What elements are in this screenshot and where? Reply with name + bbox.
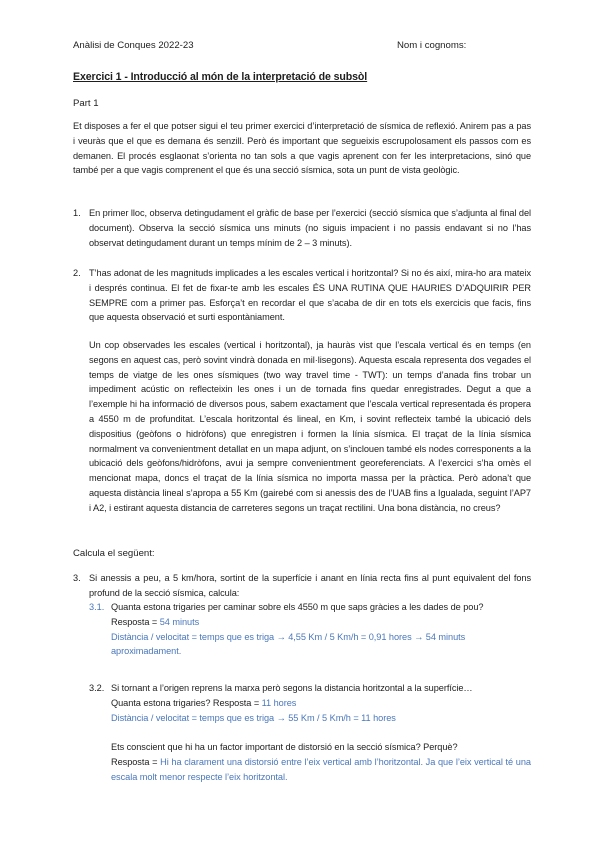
working-3-1: Distància / velocitat = temps que es triga → 4,55 Km / 5 Km/h = 0,91 hores → 54 minuts aproximadament.	[111, 631, 466, 657]
list-item-3	[73, 571, 531, 601]
part-title: Part 1	[73, 98, 99, 109]
answer-label: Resposta =	[111, 756, 158, 767]
answer-value: 54 minuts	[159, 616, 200, 627]
list-number: 2.	[73, 268, 81, 278]
list-item-1	[73, 206, 531, 250]
answer-value: 11 hores	[261, 697, 297, 708]
calc-intro: Calcula el següent:	[73, 548, 155, 559]
answer-line-3-2	[111, 696, 531, 711]
answer-value: Hi ha clarament una distorsió entre l’eix vertical amb l’horitzontal. Ja que l’eix vertical té una escala molt menor respecte l’eix horitzontal.	[111, 756, 531, 782]
answer-label: Resposta =	[111, 616, 158, 627]
question-3-1: Quanta estona trigaries per caminar sobre els 4550 m que saps gràcies a les dades de pou?	[111, 602, 484, 612]
exercise-title: Exercici 1 - Introducció al món de la interpretació de subsòl	[73, 71, 368, 83]
list-item-text: T’has adonat de les magnituds implicades a les escales vertical i horitzontal? Si no és així, mira-ho ara mateix i després continua. El fet de fixar-te amb les escales ÉS UNA RUTINA QUE HAURIES D’ADQUIRIR PER SEMPRE com a primer pas. Esforça’t en recordar el que s’acaba de dir en tots els exercicis que facis, fins que aquesta observació et surti espontàniament.	[89, 268, 531, 323]
list-item-text: Si anessis a peu, a 5 km/hora, sortint de la superfície i anant en línia recta fins al punt equivalent del fons profund de la secció sísmica, calcula:	[89, 573, 531, 598]
answer-3-2-c	[111, 755, 531, 785]
sub-number: 3.1.	[89, 602, 105, 612]
header-course: Anàlisi de Conques 2022-23	[73, 40, 194, 51]
working-3-2: Distància / velocitat = temps que es triga → 55 Km / 5 Km/h = 11 hores	[111, 712, 396, 723]
sub-number: 3.2.	[89, 683, 105, 693]
answer-line-3-1	[111, 615, 531, 630]
list-item-text: En primer lloc, observa detingudament el gràfic de base per l’exercici (secció sísmica que s’adjunta al final del document). Observa la secció sísmica uns minuts (no siguis impacient i no passis endavant si no l’has observat detingudament durant un temps mínim de 2 – 3 minuts).	[89, 208, 531, 248]
question-3-2: Si tornant a l’origen reprens la marxa però segons la distancia horitzontal a la superfície…	[111, 683, 473, 693]
list-item-2-continuation	[73, 338, 531, 516]
sub-item-3-2	[89, 681, 531, 785]
list-number: 3.	[73, 573, 81, 583]
header-name-field: Nom i cognoms:	[397, 40, 467, 51]
question-3-2-c: Ets conscient que hi ha un factor important de distorsió en la secció sísmica? Perquè?	[111, 742, 458, 753]
intro-paragraph: Et disposes a fer el que potser sigui el teu primer exercici d’interpretació de sísmica de reflexió. Anirem pas a pas i veuràs que el que es demana és senzill. Però és important que segueixis escrupolosament els passos com es demanen. El procés esglaonat s’orienta no tan sols a que vagis aprenent con fer les interpretacions, sinó que també per a que vagis comprenent el que és una secció sísmica, sota un punt de vista geològic.	[73, 121, 531, 176]
list-item-2	[73, 266, 531, 325]
question-3-2-b: Quanta estona trigaries? Resposta =	[111, 697, 260, 708]
continuation-paragraph: Un cop observades les escales (vertical i horitzontal), ja hauràs vist que l’escala vertical és en temps (en segons en aquest cas, però sovint vindrà donada en mil·lisegons). Aquesta escala representa dos vegades el temps de viatge de les ones sísmiques (two way travel time - TWT): un temps d’anada fins trobar un impediment acústic on reflecteixin les ones i un de tornada fins quedar enregistrades. Degut a que a l’exemple hi ha informació de diversos pous, sabem exactament que l’escala vertical representada és propera a 4550 m de profunditat. L’escala horitzontal és lineal, en Km, i sovint reflecteix també la ubicació dels dispositius (geòfons o hidròfons) que enregistren i formen la línia sísmica. El traçat de la línia sísmica normalment va convenientment detallat en un mapa adjunt, on s’inclouen també els nodes corresponents a la ubicació dels geòfons/hidròfons, avui ja sempre convenientment georeferenciats. A l’exercici s’ha omès el mencionat mapa, doncs el traçat de la línia sísmica no importa massa per la pràctica. Però adona’t que aquesta distància lineal s’apropa a 55 Km (gairebé com si anessis des de l’UAB fins a Igualada, seguint l’AP7 i A2, i estirant aquesta distancia de carreteres segons un traçat rectilini. Una bona distància, no creus?	[89, 340, 531, 513]
list-number: 1.	[73, 208, 81, 218]
sub-item-3-1	[89, 600, 531, 659]
